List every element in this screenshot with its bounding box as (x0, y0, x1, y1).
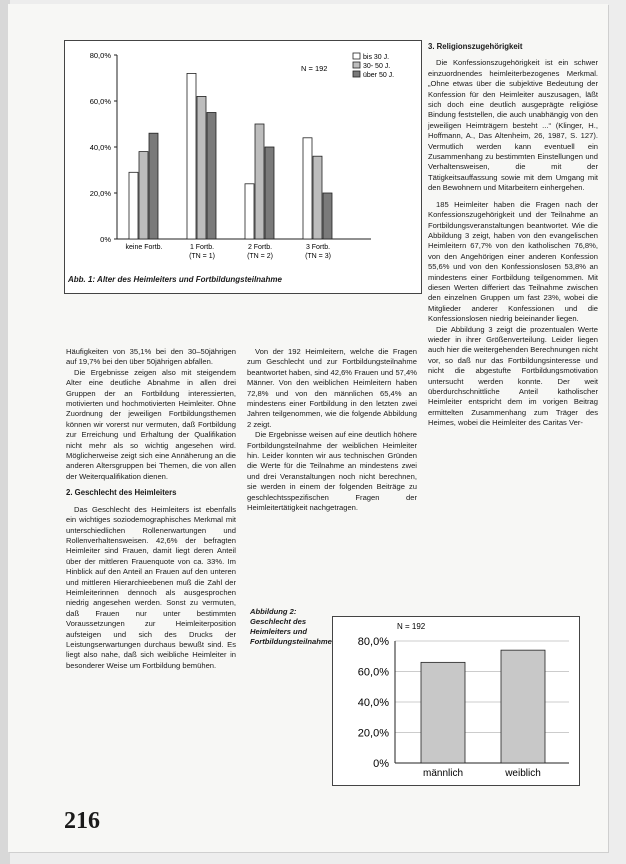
bar-0-0 (129, 172, 138, 239)
figure-1 (64, 40, 422, 294)
bar-2-0 (245, 184, 254, 239)
y-tick-label: 0% (100, 235, 111, 244)
bar-3-2 (323, 193, 332, 239)
legend-label: bis 30 J. (363, 54, 390, 61)
y-tick-label: 20,0% (357, 727, 389, 740)
y-tick-label: 60,0% (357, 666, 389, 679)
text-column-3 (428, 42, 598, 429)
category-label: männlich (422, 768, 464, 779)
category-label: (TN = 1) (189, 253, 215, 260)
bar-3-1 (313, 156, 322, 239)
y-tick-label: 0% (373, 758, 389, 770)
sample-size-annotation: N = 192 (301, 64, 328, 73)
category-label: keine Fortb. (125, 244, 163, 251)
sample-size-annotation: N = 192 (397, 622, 426, 631)
category-label: (TN = 2) (247, 253, 273, 260)
y-tick-label: 40,0% (89, 143, 111, 152)
category-label: weiblich (505, 768, 541, 779)
category-label: 3 Fortb. (305, 244, 331, 251)
section-heading: 3. Religionszugehörigkeit (428, 42, 523, 51)
bar-0-2 (149, 133, 158, 239)
y-tick-label: 80,0% (89, 51, 111, 60)
paragraph: Von der 192 Heimleitern, welche die Fragen zum Geschlecht und zur Fortbildungsteilnahme beantwortet haben, sind 42,6% Frauen und 57,4% Männer. Von den weiblichen Heimleitern haben 72,8% und von den männlichen 65,4% an mindestens einer Fortbildung in den letzten zwei Jahren teilgenommen, wie die folgende Abbildung 2 zeigt. (247, 347, 417, 429)
category-label: 1 Fortb. (189, 244, 215, 251)
paragraph: Häufigkeiten von 35,1% bei den 30–50jährigen auf 19,7% bei den über 50jährigen abfallen. (66, 347, 236, 367)
figure-1-chart (65, 41, 421, 293)
text-column-2 (247, 347, 417, 514)
text-column-1 (66, 347, 236, 671)
y-tick-label: 80,0% (357, 636, 389, 648)
legend-swatch (353, 53, 360, 59)
bar-2-1 (255, 124, 264, 239)
page-number: 216 (64, 808, 100, 834)
paragraph: Die Ergebnisse zeigen also mit steigendem Alter eine deutliche Abnahme in allen drei Gruppen der an Fortbildung interessierten, motivierten und hochmotivierten Heimleiter. Ohne Zuordnung der jeweiligen Fortbildungsthemen können wir vorerst nur vermuten, daß Fortbildung zur Erreichung und Erhaltung der Qualifikation nicht mehr als so wichtig angesehen wird. Möglicherweise zeigt sich eine Annäherung an die anderen Altersgruppen bei Themen, die von allen der Weiterqualifikation dienen. (66, 367, 236, 481)
figure-2-chart (333, 617, 579, 785)
legend-label: 30- 50 J. (363, 63, 391, 70)
bar-1-2 (207, 113, 216, 240)
paragraph: Die Abbildung 3 zeigt die prozentualen Werte wieder in ihrer Größenverteilung. Leider liegen auch hier die weitergehenden Berechnungen nicht vor, so daß nur das Fortbildungsinteresse und nicht die abgestufte Fortbildungsmotivation untersucht werden konnte. Der weit überdurchschnittliche Anteil katholischer Heimleiter entspricht dem im vorigen Beitrag ermittelten Zusammenhang zum Träger des Heimes, wobei die Heimleiter des Caritas Ver- (428, 324, 598, 428)
figure-2-caption: Abbildung 2: Geschlecht des Heimleiters und Fortbildungsteilnahme (250, 607, 332, 646)
paragraph: 185 Heimleiter haben die Fragen nach der Konfessionszugehörigkeit und der Teilnahme an Fortbildungsveranstaltungen beantwortet. Wie die Abbildung 3 zeigt, haben von den evangelischen Heimleitern 67,7% von den katholischen 76,8%, von den Angehörigen einer anderen Konfession 55,6% und von den Konfessionslosen 53,8% an mindestens einer Fortbildung teilgenommen. Mit diesen Werten differiert das Teilnahme zwischen den einzelnen Gruppen um fast 23%, wobei die Mitglieder anderer Konfessionen und die Konfessionslosen niedrig beieinander liegen. (428, 199, 598, 324)
figure-1-caption: Abb. 1: Alter des Heimleiters und Fortbildungsteilnahme (68, 275, 282, 284)
y-tick-label: 40,0% (357, 697, 389, 709)
bar-1-1 (197, 96, 206, 239)
section-heading: 2. Geschlecht des Heimleiters (66, 488, 177, 498)
bar-0 (421, 662, 465, 763)
category-label: (TN = 3) (305, 253, 331, 260)
legend-swatch (353, 62, 360, 68)
y-tick-label: 60,0% (89, 97, 111, 106)
paragraph: Das Geschlecht des Heimleiters ist ebenfalls ein wichtiges soziodemographisches Merkmal mit unterschiedlichen Rollenerwartungen und Rollenverhaltensweisen. 42,6% der befragten Heimleiter sind Frauen, damit liegt deren Anteil über der mittleren Frauenquote von ca. 33%. Im Hinblick auf den Anteil an Frauen auf den unteren und mittleren Hierarchieebenen muß die Zahl der Heimleiterinnen dennoch als ausgesprochen niedrig angesehen werden. Sonst zu vermuten, daß Frauen nur unter bestimmten Voraussetzungen zur Heimleiterposition aufsteigen und sich des Drucks der Leistungserwartungen durchaus bewußt sind. Es liegt also nahe, daß sich weibliche Heimleiter in besonderer Weise um Fortbildung bemühen. (66, 504, 236, 670)
bar-1-0 (187, 73, 196, 239)
paragraph: Die Ergebnisse weisen auf eine deutlich höhere Fortbildungsteilnahme der weiblichen Heimleiter hin. Leider konnten wir aus technischen Gründen die Werte für die Teilnahme an mindestens zwei und drei Veranstaltungen noch nicht berechnen, sie werden in einem der folgenden Beiträge zu geschlechtsspezifischen Fragen der Heimleitertätigkeit nachgetragen. (247, 430, 417, 513)
legend-swatch (353, 71, 360, 77)
bar-2-2 (265, 147, 274, 239)
legend-label: über 50 J. (363, 72, 395, 79)
y-tick-label: 20,0% (89, 189, 111, 198)
category-label: 2 Fortb. (247, 244, 273, 251)
bar-1 (501, 650, 545, 763)
figure-2 (332, 616, 580, 786)
bar-3-0 (303, 138, 312, 239)
paragraph: Die Konfessionszugehörigkeit ist ein schwer einzuordnendes heimleiterbezogenes Merkmal. „Ohne etwas über die subjektive Bedeutung der Konfession für den Heimleiter auszusagen, läßt sich doch eine deutlich ausgeprägte religiöse Bindung feststellen, die auch unabhängig von den jeweiligen Heimträgern besteht ...“ (Klinger, H., Hoffmann, A., Das Altenheim, 26, 1987, S. 127). Vermutlich werden kann eventuell ein Zusammenhang zu bestimmten Einstellungen und Verhaltensweisen, die mit der Tätigkeitsauffassung sowie mit dem Umgang mit den Bewohnern und Mitarbeitern einhergehen. (428, 58, 598, 193)
bar-0-1 (139, 152, 148, 239)
